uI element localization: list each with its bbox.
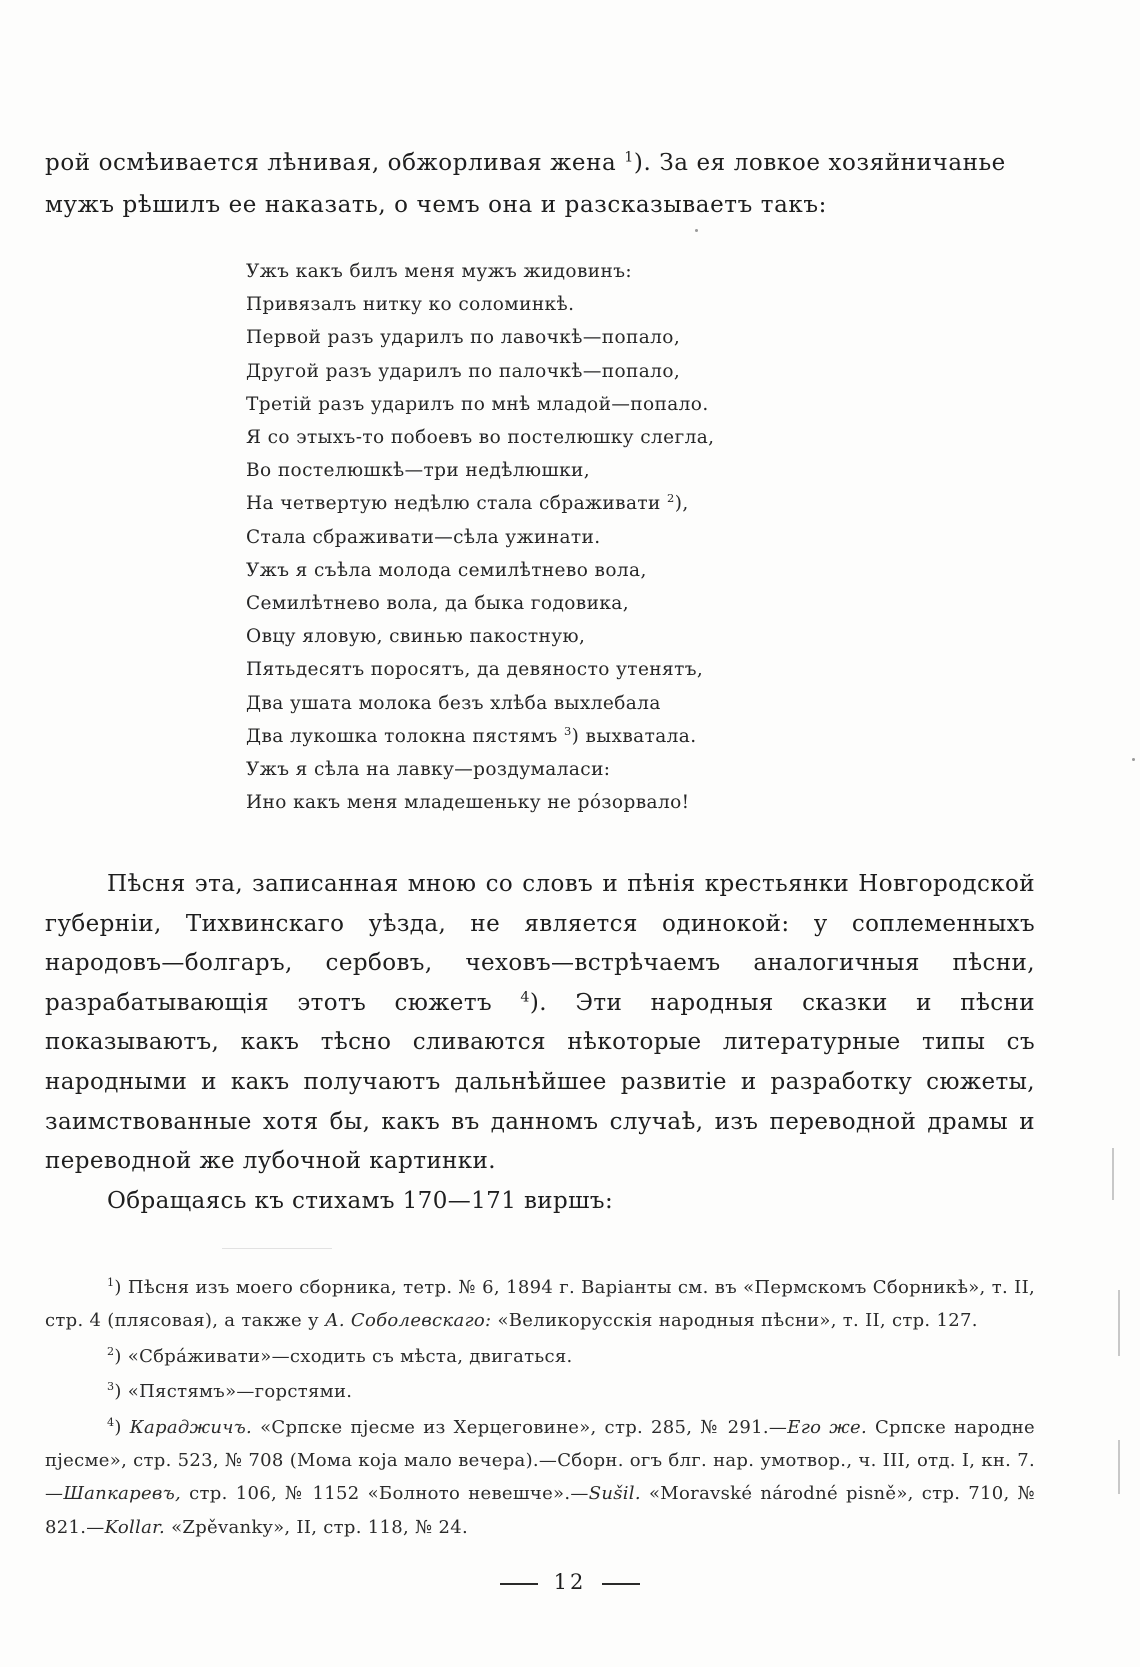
poem-line: Во постелюшкѣ—три недѣлюшки, [246, 460, 591, 482]
footnote-text: ) «Пястямъ»—горстями. [114, 1381, 353, 1403]
dash-left [500, 1583, 538, 1585]
footnote-author: А. Соболевскаго: [324, 1310, 492, 1332]
poem-line: Ужъ какъ билъ меня мужъ жидовинъ: [246, 261, 633, 282]
footnote-text: стр. 106, № 1152 «Болното невешче».— [189, 1483, 589, 1505]
footnote-author: Его же. [787, 1416, 867, 1438]
poem-line: Два ушата молока безъ хлѣба выхлебала [246, 692, 661, 714]
poem-line-text: Два лукошка толокна пястямъ [246, 725, 558, 747]
poem-line: Овцу яловую, свинью пакостную, [246, 626, 586, 648]
poem-line: Я со этыхъ-то побоевъ во постелюшку слегла, [246, 427, 715, 449]
poem-line: Ужъ я сѣла на лавку—роздумаласи: [246, 759, 611, 781]
poem-line: Привязалъ нитку ко соломинкѣ. [246, 294, 575, 316]
page-number-value: 12 [553, 1570, 587, 1594]
poem-line-end: ) выхватала. [571, 725, 697, 747]
scan-artifact [222, 1248, 332, 1249]
intro-line-1-text: рой осмѣивается лѣнивая, обжорливая жена [45, 150, 617, 176]
footnote-text: «Српске пјесме из Херцеговине», стр. 285, № 291.— [260, 1416, 788, 1438]
poem-line: Первой разъ ударилъ по лавочкѣ—попало, [246, 327, 681, 349]
scan-artifact [1112, 1148, 1114, 1200]
intro-paragraph [45, 142, 1035, 226]
scan-artifact [1118, 1440, 1120, 1494]
footnote-mark: 1 [107, 1276, 115, 1289]
poem-block [246, 255, 946, 819]
footnote-author: Kollar. [104, 1516, 166, 1538]
footnote-ref-2: 2 [667, 491, 675, 506]
body-paragraph-text-end: ). Эти народныя сказки и пѣсни показываютъ, какъ тѣсно сливаются нѣкоторые литературные типы съ народными и какъ получаютъ дальнѣйшее развитіе и разработку сюжеты, заимствованные хотя бы, какъ въ данномъ случаѣ, изъ переводной драмы и переводной же лубочной картинки. [45, 989, 1035, 1175]
footnote-mark: 3 [107, 1380, 115, 1394]
poem-line: Семилѣтнево вола, да быка годовика, [246, 593, 629, 615]
footnote-text: «Moravské národné pisně», стр. 710, № 821.— [45, 1483, 1035, 1538]
poem-line: Пятьдесятъ поросятъ, да девяносто утенятъ, [246, 659, 704, 681]
footnote-author: Sušil. [588, 1483, 641, 1505]
intro-line-1 [45, 142, 1035, 184]
page-number [0, 1570, 1140, 1594]
footnotes [45, 1271, 1035, 1546]
scan-artifact [695, 229, 698, 232]
scan-artifact [1118, 1290, 1120, 1356]
main-text [45, 865, 1035, 1221]
scan-artifact [1132, 758, 1135, 761]
body-paragraph-2: Обращаясь къ стихамъ 170—171 виршъ: [107, 1187, 614, 1214]
footnote-author: Караджичъ. [129, 1416, 253, 1438]
poem-line-end: ), [674, 493, 689, 515]
footnote-text: Српске народне пјесме», стр. 523, № 708 (Мома која мало вечера).—Сборн. огъ блг. нар. умотвор., ч. III, отд. I, кн. 7.— [45, 1416, 1035, 1505]
body-paragraph-text: Пѣсня эта, записанная мною со словъ и пѣнія крестьянки Новгородской губерніи, Тихвинскаго уѣзда, не является одинокой: у соплеменныхъ народовъ—болгаръ, сербовъ, чеховъ—встрѣчаемъ аналогичныя пѣсни, разрабатывающія этотъ сюжетъ [45, 871, 1035, 1016]
poem-line-footnoted [246, 720, 946, 753]
poem-line-footnoted [246, 487, 946, 520]
body-paragraph [45, 865, 1035, 1182]
footnote-author: Шапкаревъ, [63, 1483, 182, 1505]
footnote-4: $^4$) Караджичъ. «Српске пјесме из Херцеговине», стр. 285, № 291.—Его же. Српске народне пјесме», стр. 523, № 708 (Мома која мало вечера).—Сборн. огъ блг. нар. умотвор., ч. III, отд. I, кн. 7.—Шапкаревъ, стр. 106, № 1152 «Болното невешче».—Sušil. «Moravské národné pisně», стр. 710, № 821.—Kollar. «Zpěvanky», II, стр. 118, № 24. [45, 1415, 1035, 1538]
footnote-ref-3: 3 [563, 723, 572, 738]
footnote-2 [45, 1340, 1035, 1373]
intro-line-2: мужъ рѣшилъ ее наказать, о чемъ она и разсказываетъ такъ: [45, 192, 827, 218]
footnote-ref-4: 4 [520, 989, 530, 1006]
footnote-1 [45, 1271, 1035, 1338]
footnote-mark: 4 [107, 1415, 115, 1429]
poem-line: Ино какъ меня младешеньку не рóзорвало! [246, 792, 690, 814]
footnote-mark: 2 [107, 1344, 115, 1358]
poem-line: Стала сбраживати—сѣла ужинати. [246, 526, 601, 548]
footnote-text: «Великорусскія народныя пѣсни», т. II, стр. 127. [497, 1310, 978, 1332]
footnote-text: ) Пѣсня изъ моего сборника, тетр. № 6, 1894 г. Варіанты см. въ «Пермскомъ Сборникѣ», т. II, стр. 4 (плясовая), а также у [45, 1277, 1035, 1332]
footnote-text: «Zpěvanky», II, стр. 118, № 24. [171, 1516, 468, 1538]
footnote-text: ) «Сбра́живати»—сходить съ мѣста, двигаться. [114, 1345, 573, 1367]
footnote-ref-1: 1 [624, 149, 634, 166]
dash-right [602, 1583, 640, 1585]
footnote-3 [45, 1375, 1035, 1408]
poem-line: Ужъ я съѣла молода семилѣтнево вола, [246, 559, 647, 581]
poem-line: Другой разъ ударилъ по палочкѣ—попало, [246, 360, 681, 382]
poem-line: Третій разъ ударилъ по мнѣ младой—попало. [246, 393, 709, 415]
poem-line-text: На четвертую недѣлю стала сбраживати [246, 493, 661, 515]
intro-line-1-end: ). За ея ловкое хозяйничанье [633, 150, 1006, 176]
